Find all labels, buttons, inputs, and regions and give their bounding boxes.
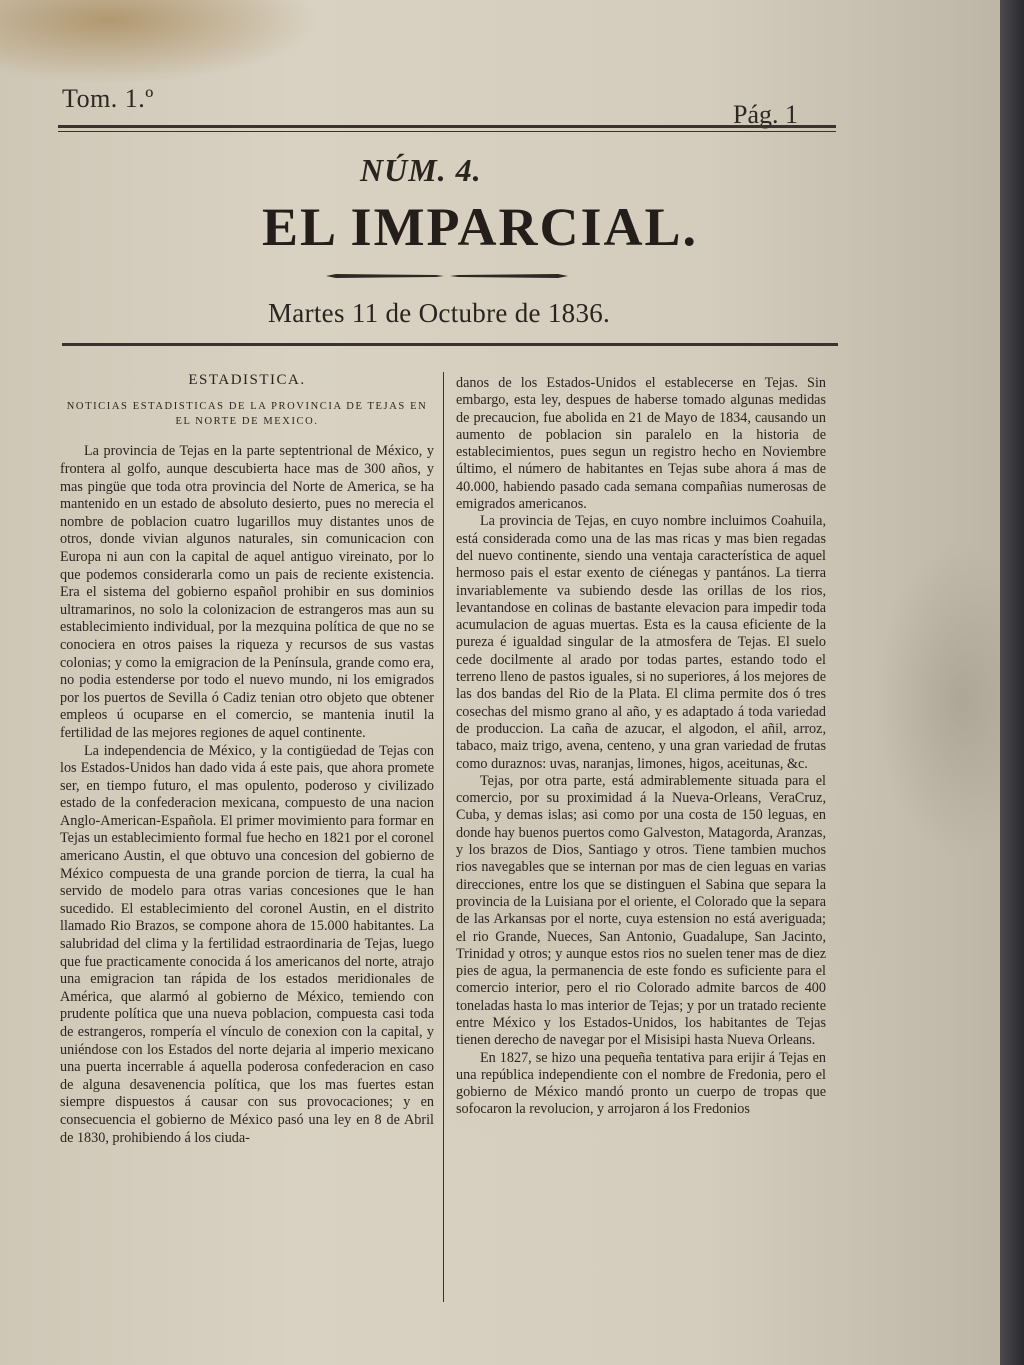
paragraph: danos de los Estados-Unidos el establecerse en Tejas. Sin embargo, esta ley, despues de haberse tomado algunas medidas de precaucion, fue abolida en 21 de Mayo de 1834, causando un aumento de poblacion sin paralelo en la historia de establecimientos, pues segun un registro hecho en Noviembre último, el número de habitantes en Tejas sube ahora á mas de 40.000, habiendo pasado cada semana compañias numerosas de emigrados americanos. xyxy=(456,375,826,513)
paragraph: La provincia de Tejas en la parte septentrional de México, y frontera al golfo, aunque descubierta hace mas de 300 años, y mas pingüe que toda otra provincia del Norte de America, se ha mantenido en un estado de absoluto desierto, pues no merecia el nombre de poblacion cuatro lugarillos muy distantes unos de otros, donde vivian algunos naturales, sin comunicacion con Europa ni aun con la capital de aquel antiguo vireinato, por lo que podemos considerarla como un pais de reciente existencia. Era el sistema del gobierno español prohibir en sus dominios ultramarinos, no solo la colonizacion de estrangeros mas aun su establecimiento individual, por la mezquina política de que no se conociera en otros paises la riqueza y recursos de sus vastas colonias; y como la emigracion de la Península, grande como era, no podia estenderse por todo el nuevo mundo, ni los emigrados por los puertos de Sevilla ó Cadiz tenian otro objeto que obtener empleos ú ocuparse en el comercio, se mantenia inutil la fertilidad de las mejores regiones de aquel continente. xyxy=(60,443,434,741)
section-subtitle: NOTICIAS ESTADISTICAS DE LA PROVINCIA DE TEJAS EN EL NORTE DE MEXICO. xyxy=(66,401,428,428)
date-rule xyxy=(62,343,838,346)
paragraph: En 1827, se hizo una pequeña tentativa para erijir á Tejas en una república independiente con el nombre de Fredonia, pero el gobierno de México mandó pronto un cuerpo de tropas que sofocaron la revolucion, y arrojaron á los Fredonios xyxy=(456,1049,826,1118)
ornament-right xyxy=(450,273,568,279)
column-divider xyxy=(443,372,444,1302)
paragraph: La independencia de México, y la contigüedad de Tejas con los Estados-Unidos han dado vida á este pais, que ahora promete ser, en tiempo futuro, el mas opulento, poderoso y civilizado estado de la confederacion mexicana, compuesto de una nacion Anglo-American-Española. El primer movimiento para formar en Tejas un establecimiento formal fue hecho en 1821 por el coronel americano Austin, el que obtuvo una concesion del gobierno de México compuesta de una grande porcion de tierra, la cual ha servido de modelo para otras varias concesiones que le han sucedido. El establecimiento del coronel Austin, en el distrito llamado Rio Brazos, se compone ahora de 15.000 habitantes. La salubridad del clima y la fertilidad estraordinaria de Tejas, luego que fue practicamente conocida á los americanos del norte, atrajo una emigracion tan rápida de los estados meridionales de América, que alarmó al gobierno de México, temiendo con prudente política que una nueva poblacion, compuesta casi toda de estrangeros, rompería el vínculo de conexion con la capital, y uniéndose con los Estados del norte dejaria al imperio mexicano una puerta incerrable á aquella poderosa confederacion en caso de alguna desavenencia política, que los mas fuertes estan siempre dispuestos á causar con sus provocaciones; y en consecuencia el gobierno de México pasó una ley en 8 de Abril de 1830, prohibiendo á los ciuda- xyxy=(60,742,434,1146)
column-right xyxy=(456,375,826,1119)
masthead-title: EL IMPARCIAL. xyxy=(262,197,699,257)
header-rule-thick xyxy=(58,125,836,128)
page-number: Pág. 1 xyxy=(733,100,798,129)
issue-date: Martes 11 de Octubre de 1836. xyxy=(268,298,611,328)
ornament-left xyxy=(326,273,444,279)
issue-number: NÚM. 4. xyxy=(360,152,482,188)
left-column-body xyxy=(60,443,434,1147)
volume-label: Tom. 1.º xyxy=(62,84,154,113)
right-column-body xyxy=(456,375,826,1119)
section-title: ESTADISTICA. xyxy=(188,372,306,388)
header-rule-thin xyxy=(58,131,836,132)
paragraph: Tejas, por otra parte, está admirablemente situada para el comercio, por su proximidad á la Nueva-Orleans, VeraCruz, Cuba, y demas islas; asi como por una costa de 150 leguas, en donde hay buenos puertos como Galveston, Matagorda, Aranzas, y los brazos de Dios, Santiago y otros. Tiene tambien muchos rios navegables que se internan por mas de cien leguas en varias direcciones, entre los que se distinguen el Sabina que separa la provincia de la Luisiana por el oriente, el Colorado que la separa de las Arkansas por el norte, cuya estension no está averiguada; el rio Grande, Nueces, San Antonio, Guadalupe, San Jacinto, Trinidad y otros; y aunque estos rios no suelen tener mas de diez pies de agua, la permanencia de este fondo es suficiente para el comercio interior, pero el rio Colorado admite barcos de 400 toneladas hasta lo mas interior de Tejas; y por un tratado reciente entre México y los Estados-Unidos, los habitantes de Tejas tienen derecho de navegar por el Misisipi hasta Nueva Orleans. xyxy=(456,772,826,1049)
column-left xyxy=(60,372,434,1147)
paragraph: La provincia de Tejas, en cuyo nombre incluimos Coahuila, está considerada como una de las mas ricas y mas bien regadas del nuevo continente, siendo una ventaja característica de aquel hermoso pais el estar exento de ciénegas y pantános. La tierra invariablemente va subiendo desde las orillas de los rios, levantandose en colinas de bastante elevacion para impedir toda acumulacion de aguas muertas. Esta es la causa eficiente de la pureza é igualdad singular de la atmosfera de Tejas. El suelo cede docilmente al arado por todas partes, estando todo el terreno lleno de pastos iguales, si no superiores, á los mejores de las dos bandas del Rio de la Plata. El clima permite dos ó tres cosechas del mismo grano al año, y es adaptado á toda variedad de produccion. La caña de azucar, el algodon, el añil, arroz, tabaco, maiz trigo, avena, centeno, y una gran variedad de frutas como duraznos: uvas, naranjas, limones, higos, aceitunas, &c. xyxy=(456,513,826,772)
background-edge xyxy=(1000,0,1024,1365)
